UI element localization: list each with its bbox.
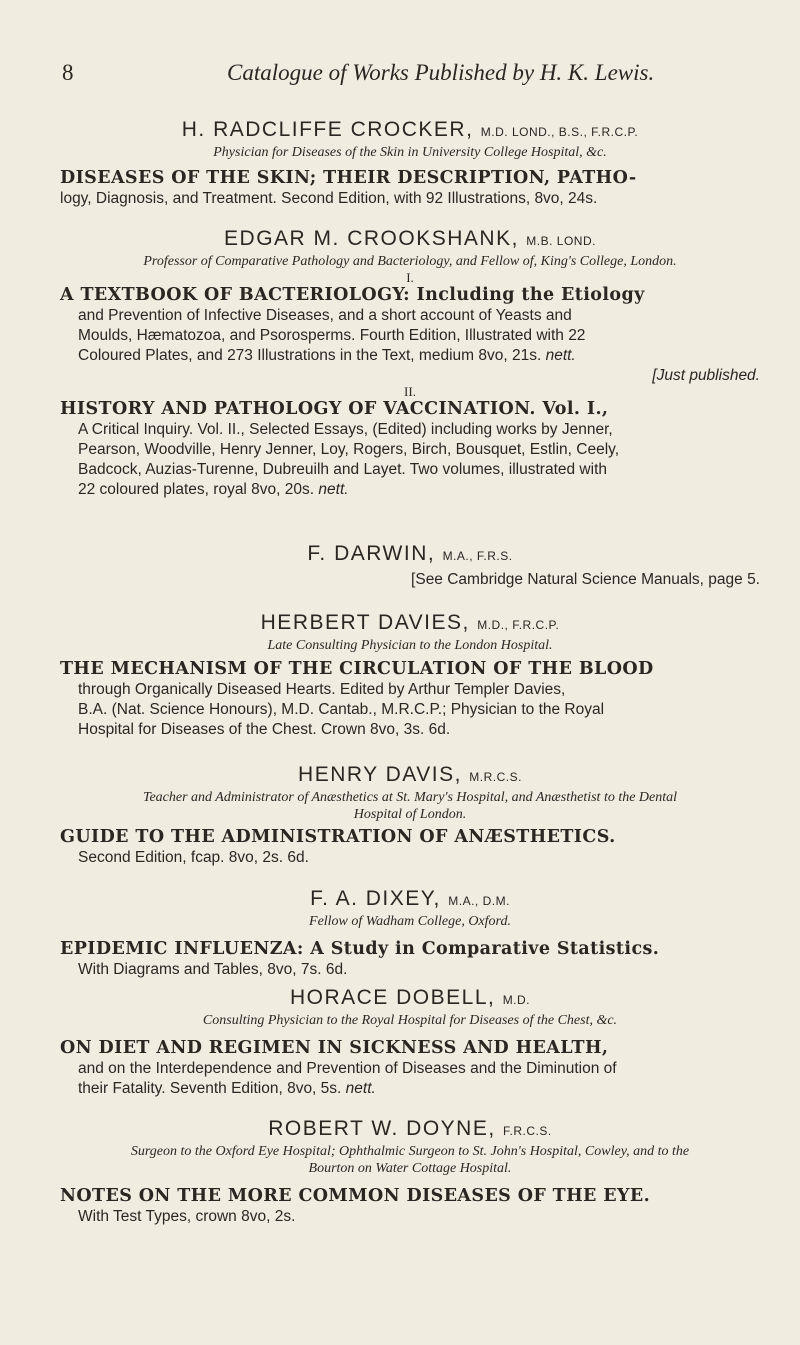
author-degrees: M.D. — [502, 993, 531, 1007]
description-line: With Test Types, crown 8vo, 2s. — [78, 1208, 296, 1225]
work-numeral: II. — [404, 384, 416, 399]
book-description — [60, 960, 760, 980]
author-affiliation — [60, 789, 760, 823]
price-note: nett. — [345, 1080, 376, 1097]
author-entry — [60, 986, 760, 1099]
publication-note: [Just published. — [652, 367, 760, 384]
author-degrees: M.A., D.M. — [448, 894, 510, 908]
description-line: Badcock, Auzias-Turenne, Dubreuilh and Layet. Two volumes, illustrated with — [78, 461, 607, 478]
work-numeral: I. — [406, 270, 414, 285]
author-degrees: F.R.C.S. — [503, 1124, 552, 1138]
author-name: F. DARWIN, — [307, 542, 436, 565]
author-affiliation: Late Consulting Physician to the London Hospital. — [267, 638, 553, 653]
author-heading — [60, 763, 760, 789]
author-heading — [60, 611, 760, 637]
author-affiliation — [60, 1143, 760, 1177]
book-description — [60, 680, 760, 740]
author-entry — [60, 542, 760, 590]
author-affiliation: Consulting Physician to the Royal Hospital for Diseases of the Chest, &c. — [202, 1013, 618, 1028]
author-heading — [60, 227, 760, 253]
author-name: F. A. DIXEY, — [310, 887, 441, 910]
author-entry — [60, 763, 760, 868]
description-line: Hospital for Diseases of the Chest. Crown 8vo, 3s. 6d. — [78, 721, 451, 738]
description-line: logy, Diagnosis, and Treatment. Second Edition, with 92 Illustrations, 8vo, 24s. — [60, 190, 598, 207]
description-line: A Critical Inquiry. Vol. II., Selected Essays, (Edited) including works by Jenner, — [78, 421, 613, 438]
author-degrees: M.R.C.S. — [469, 770, 522, 784]
description-text: Coloured Plates, and 273 Illustrations in the Text, medium 8vo, 21s. — [78, 347, 542, 364]
description-line: With Diagrams and Tables, 8vo, 7s. 6d. — [78, 961, 348, 978]
description-line — [78, 346, 760, 366]
page-header — [62, 60, 762, 96]
affiliation-line: Surgeon to the Oxford Eye Hospital; Ophthalmic Surgeon to St. John's Hospital, Cowley, and to the — [130, 1144, 690, 1159]
author-heading — [60, 986, 760, 1012]
author-degrees: M.D. LOND., B.S., F.R.C.P. — [480, 125, 639, 139]
price-note: nett. — [318, 481, 349, 498]
book-title: HISTORY AND PATHOLOGY OF VACCINATION. Vol. I., — [60, 399, 609, 419]
book-description — [60, 1207, 760, 1227]
description-line: Pearson, Woodville, Henry Jenner, Loy, Rogers, Birch, Bousquet, Estlin, Ceely, — [78, 441, 620, 458]
author-heading — [60, 887, 760, 913]
author-entry — [60, 1117, 760, 1227]
book-description — [60, 848, 760, 868]
author-name: H. RADCLIFFE CROCKER, — [181, 118, 474, 141]
author-entry — [60, 887, 760, 980]
author-heading — [60, 542, 760, 568]
author-affiliation: Fellow of Wadham College, Oxford. — [309, 914, 511, 929]
description-line: Moulds, Hæmatozoa, and Psorosperms. Fourth Edition, Illustrated with 22 — [78, 327, 586, 344]
author-affiliation: Physician for Diseases of the Skin in University College Hospital, &c. — [213, 145, 607, 160]
book-title: EPIDEMIC INFLUENZA: A Study in Comparative Statistics. — [60, 939, 660, 959]
book-title: GUIDE TO THE ADMINISTRATION OF ANÆSTHETICS. — [60, 827, 616, 847]
page-number: 8 — [62, 60, 74, 85]
book-description — [60, 420, 760, 500]
book-title: ON DIET AND REGIMEN IN SICKNESS AND HEALTH, — [60, 1038, 609, 1058]
author-name: HENRY DAVIS, — [298, 763, 462, 786]
see-reference: [See Cambridge Natural Science Manuals, page 5. — [411, 571, 760, 588]
affiliation-line: Teacher and Administrator of Anæsthetics at St. Mary's Hospital, and Anæsthetist to the Dental — [142, 790, 678, 805]
book-title: NOTES ON THE MORE COMMON DISEASES OF THE EYE. — [60, 1186, 651, 1206]
book-description — [60, 306, 760, 386]
author-name: HERBERT DAVIES, — [260, 611, 470, 634]
affiliation-line: Bourton on Water Cottage Hospital. — [308, 1161, 512, 1176]
author-name: ROBERT W. DOYNE, — [268, 1117, 496, 1140]
author-heading — [60, 1117, 760, 1143]
description-line — [78, 480, 760, 500]
description-line: and on the Interdependence and Prevention of Diseases and the Diminution of — [78, 1060, 617, 1077]
description-text: their Fatality. Seventh Edition, 8vo, 5s. — [78, 1080, 342, 1097]
description-text: 22 coloured plates, royal 8vo, 20s. — [78, 481, 315, 498]
author-degrees: M.B. LOND. — [526, 234, 596, 248]
book-description — [60, 189, 760, 209]
book-title: A TEXTBOOK OF BACTERIOLOGY: Including the Etiology — [60, 285, 645, 305]
book-title: DISEASES OF THE SKIN; THEIR DESCRIPTION, PATHO- — [60, 168, 637, 188]
description-line: through Organically Diseased Hearts. Edited by Arthur Templer Davies, — [78, 681, 566, 698]
author-degrees: M.A., F.R.S. — [442, 549, 513, 563]
author-heading — [60, 118, 760, 144]
price-note: nett. — [545, 347, 576, 364]
description-line: and Prevention of Infective Diseases, and a short account of Yeasts and — [78, 307, 572, 324]
book-description — [60, 1059, 760, 1099]
book-title: THE MECHANISM OF THE CIRCULATION OF THE BLOOD — [60, 659, 654, 679]
author-name: EDGAR M. CROOKSHANK, — [224, 227, 519, 250]
description-line — [78, 1079, 760, 1099]
running-title: Catalogue of Works Published by H. K. Lewis. — [227, 60, 655, 85]
author-affiliation: Professor of Comparative Pathology and Bacteriology, and Fellow of, King's College, London. — [143, 254, 677, 269]
affiliation-line: Hospital of London. — [353, 807, 467, 822]
author-entry — [60, 611, 760, 740]
description-line: B.A. (Nat. Science Honours), M.D. Cantab., M.R.C.P.; Physician to the Royal — [78, 701, 605, 718]
author-entry — [60, 118, 760, 209]
author-entry — [60, 227, 760, 500]
author-name: HORACE DOBELL, — [289, 986, 496, 1009]
description-line: Second Edition, fcap. 8vo, 2s. 6d. — [78, 849, 309, 866]
author-degrees: M.D., F.R.C.P. — [477, 618, 560, 632]
